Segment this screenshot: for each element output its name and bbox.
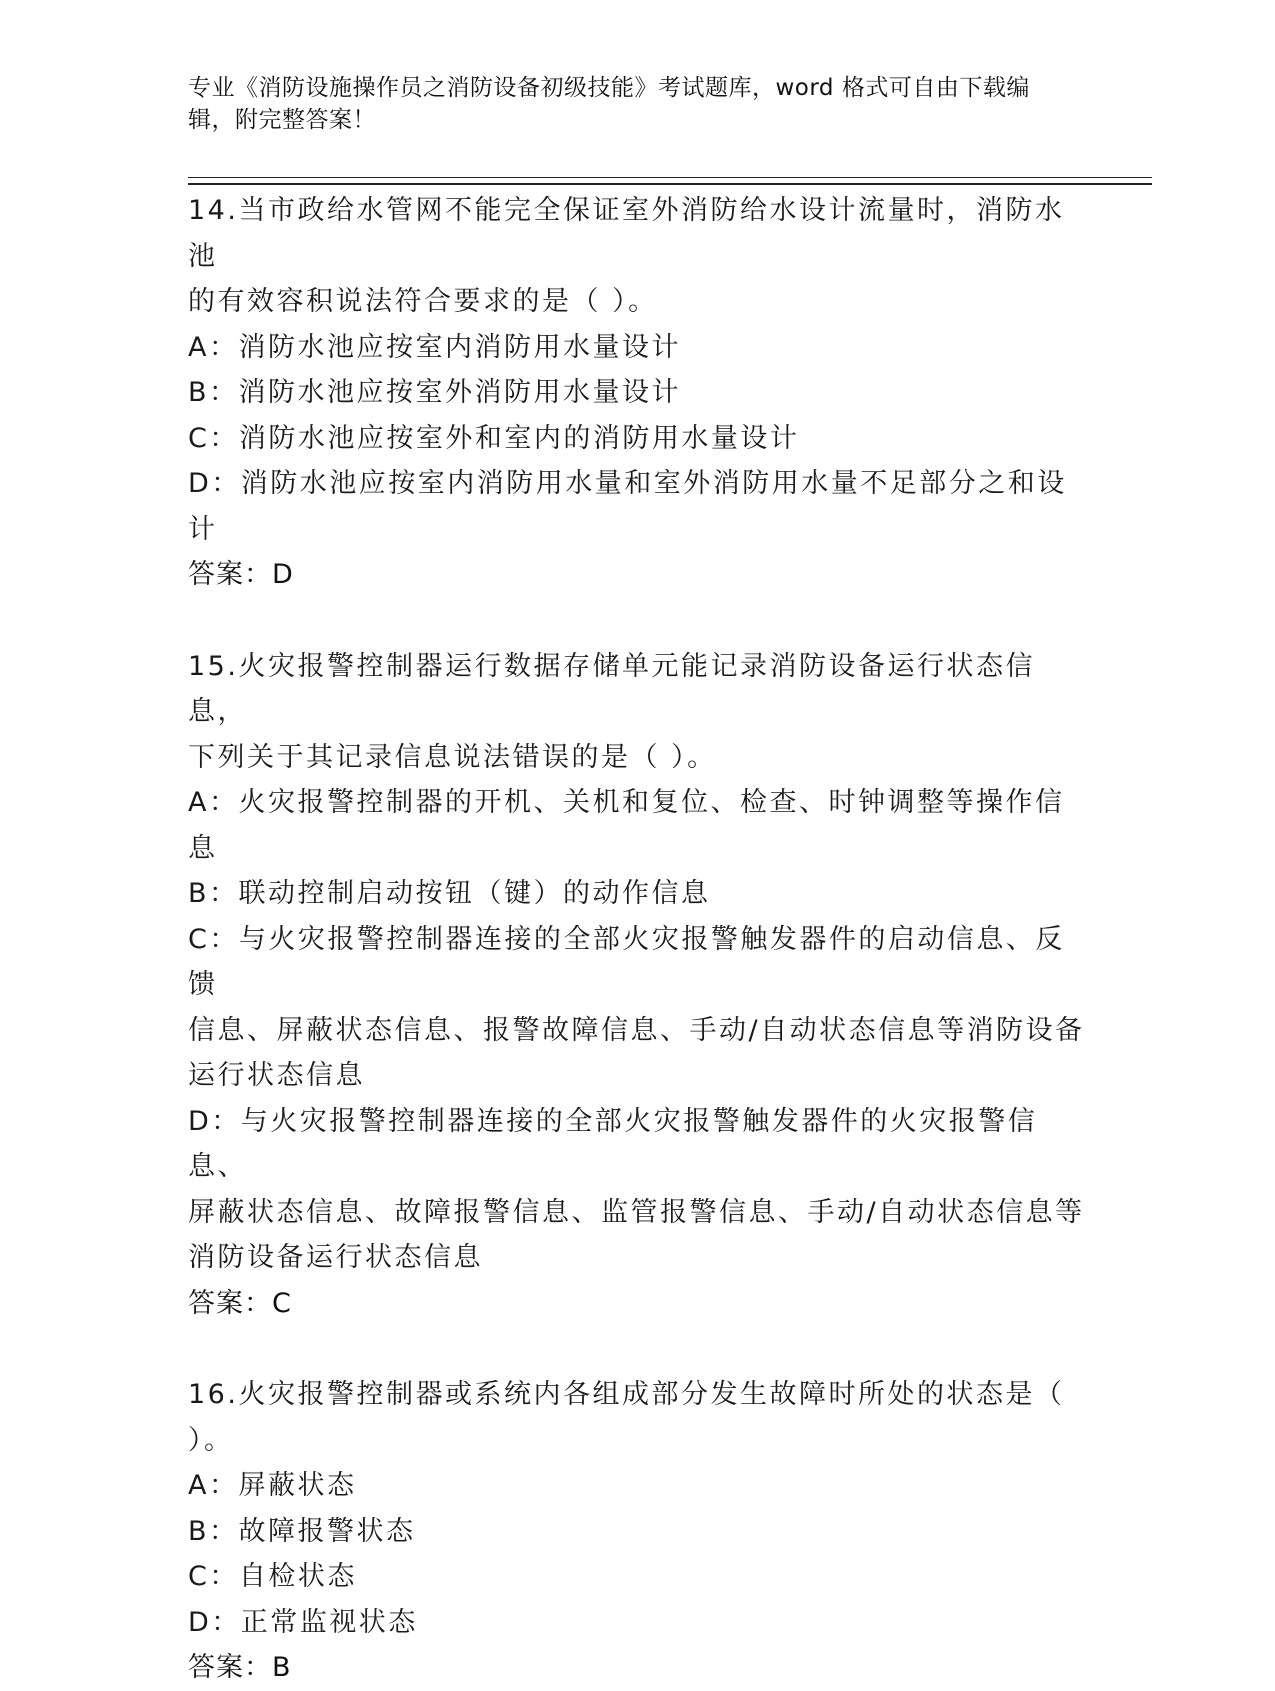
option-c-line-2: 信息、屏蔽状态信息、报警故障信息、手动/自动状态信息等消防设备 [188,1014,1085,1046]
question-14 [188,188,1088,598]
question-spacer [188,598,1088,644]
option-c-line-3: 运行状态信息 [188,1060,365,1091]
answer-line: 答案：B [188,1652,292,1683]
option-c: C：自检状态 [188,1561,357,1592]
option-d-line-1: D：与火灾报警控制器连接的全部火灾报警触发器件的火灾报警信息、 [188,1105,1038,1182]
question-spacer [188,1326,1088,1372]
option-b: B：故障报警状态 [188,1515,416,1547]
question-15 [188,644,1088,1327]
header-line-2: 辑，附完整答案！ [188,107,376,133]
header-divider-thin [188,177,1152,178]
question-16 [188,1372,1088,1691]
header-line-1: 专业《消防设施操作员之消防设备初级技能》考试题库，word 格式可自由下载编 [188,75,1030,101]
question-stem-line: ）。 [188,1424,234,1456]
answer-line: 答案：C [188,1287,292,1319]
question-stem-line: 下列关于其记录信息说法错误的是（ ）。 [188,741,717,773]
option-a: A：火灾报警控制器的开机、关机和复位、检查、时钟调整等操作信息 [188,787,1065,864]
question-stem-line: 15.火灾报警控制器运行数据存储单元能记录消防设备运行状态信息， [188,650,1035,727]
question-list [188,188,1088,1691]
option-a: A：消防水池应按室内消防用水量设计 [188,331,681,363]
header-divider-thick [188,183,1152,185]
question-stem-line: 的有效容积说法符合要求的是（ ）。 [188,286,658,317]
document-header [188,72,1068,136]
question-stem-line: 16.火灾报警控制器或系统内各组成部分发生故障时所处的状态是（ [188,1379,1065,1410]
option-c-line-1: C：与火灾报警控制器连接的全部火灾报警触发器件的启动信息、反馈 [188,923,1065,1000]
option-a: A：屏蔽状态 [188,1470,357,1501]
option-b: B：联动控制启动按钮（键）的动作信息 [188,878,711,909]
option-b: B：消防水池应按室外消防用水量设计 [188,377,682,408]
option-d-line-3: 消防设备运行状态信息 [188,1242,483,1273]
option-d: D：正常监视状态 [188,1606,418,1638]
option-d: D：消防水池应按室内消防用水量和室外消防用水量不足部分之和设计 [188,468,1067,545]
option-d-line-2: 屏蔽状态信息、故障报警信息、监管报警信息、手动/自动状态信息等 [188,1196,1085,1228]
option-c: C：消防水池应按室外和室内的消防用水量设计 [188,422,800,454]
question-stem-line: 14.当市政给水管网不能完全保证室外消防给水设计流量时，消防水池 [188,195,1065,272]
answer-line: 答案：D [188,559,294,590]
